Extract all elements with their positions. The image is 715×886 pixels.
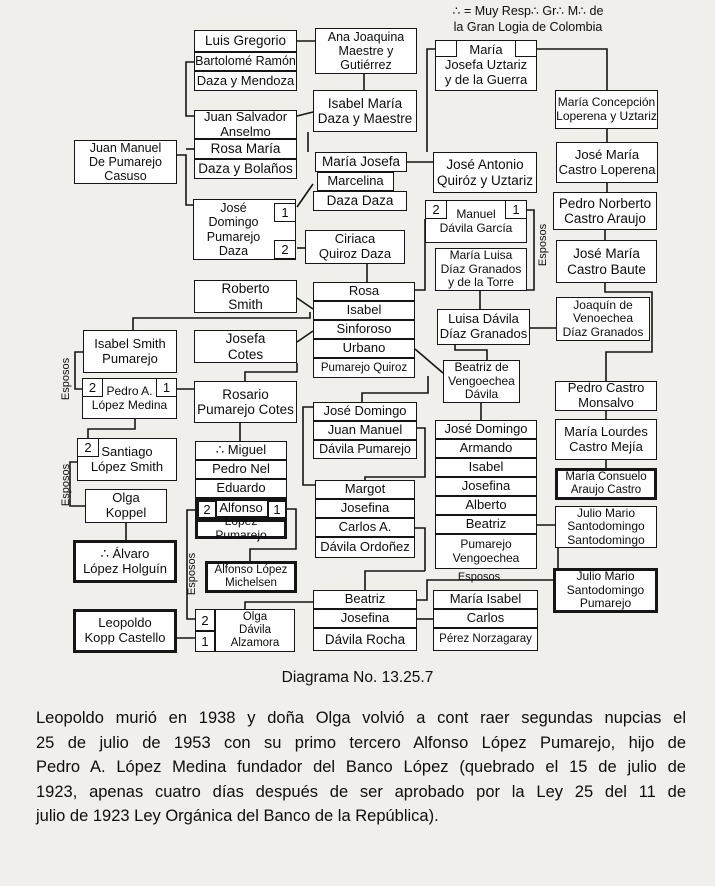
node-text: Quiróz y Uztariz — [436, 172, 534, 188]
node-text: López Holguín — [83, 560, 167, 576]
node-perez-norzagaray — [433, 628, 538, 651]
node-text: Luisa Dávila — [448, 311, 519, 327]
node-jose-antonio-quiroz — [433, 152, 537, 193]
node-maria-lourdes-castro — [555, 419, 657, 460]
node-text: Roberto — [221, 281, 270, 297]
node-ciriaca-quiroz-daza — [305, 230, 405, 264]
spouses-label-esposos-2: Esposos — [60, 463, 72, 507]
node-text: Castro Araujo — [564, 211, 646, 226]
node-julio-mario-santodomingo-p — [553, 568, 658, 613]
node-text: Isabel — [346, 302, 382, 318]
node-text: Díaz Granados — [440, 261, 522, 276]
node-lopez-pumarejo — [195, 514, 287, 542]
node-text: De Pumarejo — [89, 154, 162, 169]
node-text: Castro Loperena — [558, 161, 656, 177]
node-pedro-norberto-castro — [553, 192, 657, 230]
node-bartolome-ramon — [194, 52, 297, 71]
node-text: Dávila Ordoñez — [320, 539, 410, 555]
node-text: Santiago — [101, 443, 153, 459]
node-text: María Josefa — [321, 154, 401, 170]
node-text: ∴ Álvaro — [100, 545, 150, 561]
node-jose-domingo-pv — [435, 420, 537, 439]
node-pumarejo-vengoechea — [435, 534, 537, 569]
node-text: Carlos A. — [338, 519, 392, 535]
node-text: Maestre y — [338, 43, 394, 58]
node-daza-y-bolanos — [194, 159, 297, 179]
node-alfonso-lopez-michelsen — [205, 561, 297, 593]
node-luisa-davila-diaz — [437, 309, 530, 345]
node-urbano — [313, 339, 415, 358]
node-text: Isabel — [468, 459, 504, 475]
node-text: Sinforoso — [336, 321, 392, 337]
node-beatriz-de-vengoechea — [443, 360, 520, 403]
node-text: Eduardo — [216, 480, 266, 496]
node-text: Josefa — [225, 331, 266, 347]
node-alvaro-lopez-holguin — [73, 540, 177, 583]
paragraph-line: 25 de julio de 1953 con su primo tercero Alfonso López Pumarejo, hijo de — [36, 733, 686, 752]
node-text: Casuso — [104, 169, 147, 184]
marriage-order-badge-manuel-marriage-1: 1 — [505, 200, 527, 219]
marriage-order-badge-olga-marriage-2: 2 — [195, 609, 215, 631]
node-text: Pumarejo — [102, 350, 158, 366]
node-text: Dávila — [464, 387, 499, 402]
node-maria-consuelo-araujo — [555, 468, 657, 500]
node-davila-rocha — [313, 628, 417, 651]
node-text: Pumarejo Cotes — [197, 402, 294, 417]
node-text: María Concepción — [557, 94, 656, 109]
spouses-label-esposos-1: Esposos — [60, 357, 72, 401]
node-text: Alfonso — [219, 500, 263, 516]
node-davila-ordonez — [315, 537, 415, 558]
node-text: Quiroz Daza — [318, 246, 392, 261]
node-text: y de la Guerra — [444, 71, 528, 87]
node-text: Smith — [228, 296, 263, 312]
node-text: Beatriz de — [454, 360, 509, 375]
node-rosario-pumarejo-cotes — [194, 381, 297, 423]
marriage-order-badge-pedroa-marriage-2: 2 — [82, 378, 103, 397]
node-pedro-nel — [195, 460, 287, 479]
node-julio-mario-santodomingo-s — [555, 506, 657, 548]
node-text: Vengoechea — [448, 373, 515, 388]
node-text: Olga — [242, 611, 268, 624]
node-text: María — [469, 42, 503, 58]
node-text: María Isabel — [449, 591, 522, 607]
paragraph-line: julio de 1923 Ley Orgánica del Banco de la República). — [36, 807, 439, 826]
node-text: ∴ Miguel — [215, 442, 267, 458]
node-olga-koppel — [85, 489, 167, 523]
marriage-order-badge-alfonso-marriage-2: 2 — [197, 500, 217, 519]
node-text: Beatriz — [344, 591, 386, 607]
node-text: José María — [573, 246, 640, 262]
node-juan-manuel-dp — [313, 421, 417, 440]
node-text: Daza Daza — [326, 193, 394, 209]
marriage-order-badge-uztariz-square-right — [515, 40, 537, 57]
node-text: José Domingo — [444, 421, 528, 437]
node-text: López Medina — [91, 397, 168, 412]
node-text: Josefina — [340, 500, 390, 516]
node-text: Araujo Castro — [570, 484, 642, 496]
node-isabel-pv — [435, 458, 537, 477]
node-daza-daza — [313, 191, 407, 211]
node-text: Beatriz — [465, 516, 507, 532]
node-text: Michelsen — [225, 577, 277, 589]
marriage-order-badge-jdpd-marriage-2: 2 — [274, 240, 296, 259]
node-text: Marcelina — [327, 173, 384, 189]
node-text: Gutiérrez — [340, 58, 392, 73]
node-text: Armando — [459, 440, 513, 456]
node-text: Dávila — [239, 624, 271, 636]
node-text: Pérez Norzagaray — [439, 633, 532, 645]
node-ana-joaquina-maestre — [315, 28, 417, 74]
node-text: Josefa Uztariz — [444, 57, 528, 73]
node-text: Juan Manuel — [327, 422, 403, 438]
marriage-order-badge-manuel-marriage-2: 2 — [425, 200, 447, 219]
node-text: María Consuelo — [565, 471, 647, 484]
node-juan-salvador-anselmo — [194, 110, 297, 139]
node-text: Joaquín de — [573, 297, 633, 312]
node-text: Pedro A. — [106, 383, 153, 398]
node-text: Ciriaca — [334, 231, 376, 247]
node-text: Pumarejo — [206, 229, 261, 244]
node-text: Alzamora — [230, 636, 280, 649]
node-text: Pedro Norberto — [558, 195, 652, 211]
legend-line-1: ∴ = Muy Resp∴ Gr∴ M∴ de — [452, 4, 604, 18]
node-sinforoso — [313, 320, 415, 339]
node-text: Isabel María — [327, 95, 403, 111]
node-rosa-maria — [194, 139, 297, 159]
node-text: Josefina — [340, 610, 390, 626]
node-text: Pumarejo — [460, 536, 512, 551]
node-miguel — [195, 441, 287, 460]
node-text: Castro Baute — [567, 261, 646, 277]
node-isabel-pq — [313, 301, 415, 320]
node-josefa-cotes — [194, 330, 297, 363]
node-leopoldo-kopp-castello — [73, 609, 177, 653]
node-text: Leopoldo — [98, 615, 152, 631]
node-josefina-dr — [313, 609, 417, 628]
node-text: Alberto — [465, 497, 507, 513]
node-text: José — [220, 201, 247, 216]
node-olga-davila-alzamora — [215, 609, 295, 652]
node-text: Venoechea — [572, 311, 634, 326]
paragraph-line: Leopoldo murió en 1938 y doña Olga volvió a cont raer segundas nupcias el — [36, 709, 686, 727]
node-jose-maria-castro-loperena — [556, 142, 658, 183]
node-text: Rosa — [348, 283, 380, 299]
node-text: Dávila Rocha — [324, 631, 406, 647]
node-isabel-maria-daza-maestre — [313, 90, 417, 132]
node-text: Díaz Granados — [439, 326, 528, 341]
node-text: Alfonso López — [214, 564, 288, 577]
node-text: Cotes — [227, 346, 264, 362]
node-carlos-a — [315, 518, 415, 537]
node-text: Dávila García — [439, 220, 513, 235]
node-text: Castro Mejía — [569, 438, 643, 454]
node-text: Daza y Bolaños — [198, 161, 293, 177]
node-text: Julio Mario — [576, 569, 635, 584]
node-text: Santodomingo — [567, 519, 645, 534]
marriage-order-badge-jdpd-marriage-1: 1 — [274, 203, 296, 222]
paragraph-line: Pedro A. López Medina fundador del Banco López (quebrado el 15 de julio de — [36, 758, 686, 777]
node-joaquin-venoechea — [556, 297, 650, 341]
node-text: Kopp Castello — [84, 630, 166, 645]
node-jose-maria-castro-baute — [556, 240, 657, 283]
node-text: Rosario — [222, 386, 269, 402]
node-text: Loperena y Uztariz — [556, 108, 657, 123]
node-armando — [435, 439, 537, 458]
node-josefina-do — [315, 499, 415, 518]
node-text: María Luisa — [449, 248, 513, 263]
node-text: Margot — [344, 481, 386, 497]
node-text: Olga — [112, 490, 140, 506]
node-alberto — [435, 496, 537, 515]
diagram-caption: Diagrama No. 13.25.7 — [281, 669, 434, 686]
node-text: Dávila Pumarejo — [319, 442, 411, 457]
node-josefina-pv — [435, 477, 537, 496]
node-text: Monsalvo — [578, 395, 634, 410]
node-isabel-smith-pumarejo — [83, 330, 177, 373]
node-text: Díaz Granados — [562, 324, 644, 339]
node-marcelina — [317, 172, 394, 191]
node-eduardo — [195, 479, 287, 498]
node-text: Bartolomé Ramón — [195, 54, 296, 69]
node-text: Domingo — [208, 215, 259, 230]
node-text: López Pumarejo — [215, 514, 267, 542]
node-maria-isabel-pn — [433, 590, 538, 609]
paragraph-line: 1923, apenas cuatro días después de ser aprobado por la Ley 25 del 11 de — [36, 782, 686, 801]
node-maria-josefa — [315, 152, 407, 172]
marriage-order-badge-olga-marriage-1: 1 — [195, 631, 215, 652]
node-beatriz-dr — [313, 590, 417, 609]
node-text: Manuel — [456, 206, 496, 221]
node-text: Santodomingo — [566, 582, 645, 597]
node-daza-y-mendoza — [194, 71, 297, 91]
marriage-order-badge-santiago-marriage-2: 2 — [77, 438, 99, 457]
node-text: Carlos — [466, 610, 505, 626]
marriage-order-badge-pedroa-marriage-1: 1 — [156, 378, 177, 397]
node-text: Pedro Nel — [212, 461, 270, 477]
node-jose-domingo-dp — [313, 402, 417, 421]
node-text: Anselmo — [220, 123, 271, 139]
node-text: José María — [574, 146, 640, 162]
node-text: Pumarejo — [579, 596, 632, 611]
marriage-order-badge-uztariz-square-left — [435, 40, 457, 57]
node-text: Vengoechea — [452, 550, 520, 565]
node-carlos-pn — [433, 609, 538, 628]
node-text: López Smith — [90, 458, 164, 474]
node-beatriz-pv — [435, 515, 537, 534]
node-pumarejo-quiroz — [313, 358, 415, 378]
node-maria-concepcion-loperena — [555, 90, 658, 129]
node-text: Daza y Mendoza — [196, 72, 295, 88]
body-paragraph — [36, 706, 686, 829]
node-text: Rosa María — [210, 141, 281, 157]
node-pedro-castro-monsalvo — [555, 381, 657, 411]
node-rosa — [313, 282, 415, 301]
node-text: Daza — [218, 243, 249, 258]
node-margot — [315, 480, 415, 499]
legend-line-2: la Gran Logia de Colombia — [453, 20, 603, 35]
node-text: Koppel — [105, 505, 147, 520]
node-text: Julio Mario — [576, 505, 636, 520]
node-text: José Domingo — [323, 403, 407, 419]
node-text: Juan Manuel — [89, 140, 162, 155]
node-text: Isabel Smith — [94, 335, 166, 351]
spouses-label-esposos-5: Esposos — [457, 571, 501, 583]
node-text: Juan Salvador — [203, 108, 288, 124]
node-text: Pumarejo Quiroz — [320, 361, 408, 374]
marriage-order-badge-alfonso-marriage-1: 1 — [267, 500, 287, 519]
node-maria-luisa-diaz-granados — [435, 248, 527, 291]
node-text: Pedro Castro — [567, 380, 645, 396]
node-juan-manuel-de-pumarejo — [74, 140, 177, 184]
node-text: Ana Joaquina — [327, 29, 405, 44]
node-text: Santodomingo — [567, 532, 645, 547]
node-luis-gregorio — [194, 30, 297, 52]
spouses-label-esposos-4: Esposos — [537, 223, 549, 267]
node-roberto-smith — [194, 280, 297, 313]
node-text: José Antonio — [446, 157, 524, 173]
node-text: María Lourdes — [564, 423, 648, 439]
node-text: Urbano — [342, 340, 386, 356]
spouses-label-esposos-3: Esposos — [186, 552, 198, 596]
node-text: Daza y Maestre — [317, 111, 413, 126]
node-text: Josefina — [461, 478, 511, 494]
node-davila-pumarejo — [313, 440, 417, 459]
legend — [432, 3, 624, 36]
node-text: y de la Torre — [448, 275, 514, 290]
node-text: Luis Gregorio — [204, 33, 287, 49]
